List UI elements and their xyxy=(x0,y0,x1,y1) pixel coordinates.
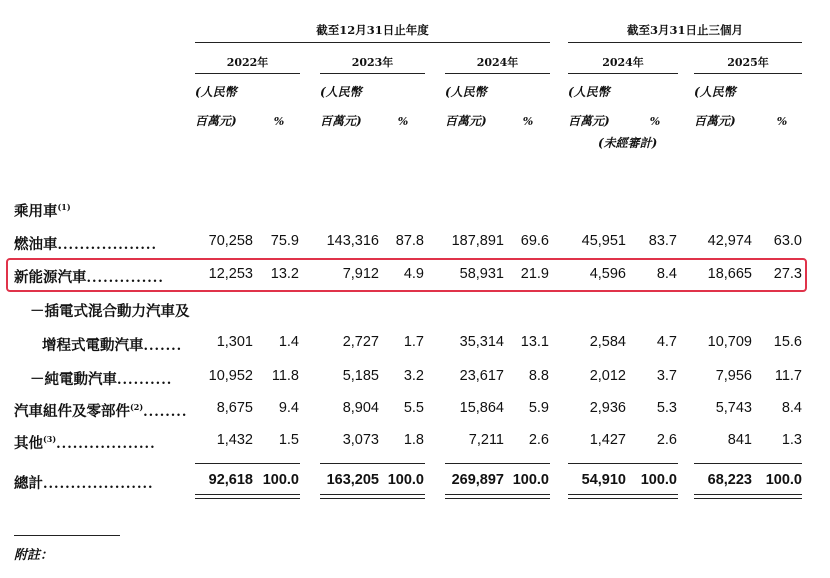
value-2023: 5,185 xyxy=(342,368,379,384)
pct-q2025: 8.4 xyxy=(781,400,802,416)
group-header-quarter: 截至3月31日止三個月 xyxy=(626,23,743,37)
row-label: 其他$^{(3)}$.................. xyxy=(14,434,156,452)
pct-2022: 1.5 xyxy=(278,432,299,448)
group-header-year: 截至12月31日止年度 xyxy=(316,23,429,37)
value-2023: 3,073 xyxy=(342,432,379,448)
year-rule xyxy=(445,73,550,74)
subtotal-rule xyxy=(320,463,425,464)
pct-q2024: 2.6 xyxy=(656,432,677,448)
value-2024: 269,897 xyxy=(451,472,504,488)
total-double-rule xyxy=(568,494,678,495)
pct-2022: 9.4 xyxy=(278,400,299,416)
year-header-q-2024: 2024年 xyxy=(602,56,644,69)
pct-q2025: 15.6 xyxy=(773,334,802,350)
footnote-ref: (1) xyxy=(57,202,71,213)
unit-header: (人民幣 百萬元) xyxy=(195,85,237,128)
unit-header: (人民幣 百萬元) xyxy=(694,85,736,128)
pct-2023: 1.8 xyxy=(403,432,424,448)
highlight-box xyxy=(6,258,807,292)
value-2023: 2,727 xyxy=(342,334,379,350)
pct-2022: 100.0 xyxy=(262,472,299,488)
pct-2024: 69.6 xyxy=(520,233,549,249)
unit-header: (人民幣 百萬元) xyxy=(320,85,362,128)
value-q2025: 841 xyxy=(727,432,752,448)
pct-2022: 1.4 xyxy=(278,334,299,350)
subtotal-rule xyxy=(195,463,300,464)
pct-2024: 8.8 xyxy=(528,368,549,384)
dot-leader: .................. xyxy=(56,437,156,452)
value-q2024: 2,012 xyxy=(589,368,626,384)
value-q2025: 5,743 xyxy=(715,400,752,416)
dot-leader: .......... xyxy=(117,373,173,388)
year-rule xyxy=(694,73,802,74)
pct-header: % xyxy=(522,115,534,128)
value-q2025: 68,223 xyxy=(707,472,752,488)
subtotal-rule xyxy=(445,463,550,464)
value-2022: 1,301 xyxy=(216,334,253,350)
value-q2025: 18,665 xyxy=(707,266,752,282)
pct-q2024: 3.7 xyxy=(656,368,677,384)
row-label: 新能源汽車.............. xyxy=(14,269,164,286)
footnote-rule xyxy=(14,535,120,536)
value-q2025: 42,974 xyxy=(707,233,752,249)
row-label: 總計.................... xyxy=(14,475,154,492)
pct-2024: 21.9 xyxy=(520,266,549,282)
dot-leader: ........ xyxy=(143,405,188,420)
total-double-rule xyxy=(445,494,550,495)
pct-header: % xyxy=(273,115,285,128)
pct-q2025: 100.0 xyxy=(765,472,802,488)
total-double-rule xyxy=(320,494,425,495)
value-2022: 70,258 xyxy=(208,233,253,249)
group-rule-year xyxy=(195,42,550,43)
row-label: 乘用車$^{(1)}$ xyxy=(14,202,71,220)
dot-leader: .................... xyxy=(43,477,154,492)
value-2022: 12,253 xyxy=(208,266,253,282)
value-2024: 187,891 xyxy=(451,233,504,249)
footnote-label: 附註： xyxy=(14,548,54,563)
value-2024: 15,864 xyxy=(459,400,504,416)
row-label: 汽車組件及零部件$^{(2)}$........ xyxy=(14,402,188,420)
pct-q2025: 27.3 xyxy=(773,266,802,282)
pct-q2024: 83.7 xyxy=(648,233,677,249)
pct-q2024: 100.0 xyxy=(640,472,677,488)
pct-2024: 100.0 xyxy=(512,472,549,488)
pct-q2024: 4.7 xyxy=(656,334,677,350)
pct-header: % xyxy=(776,115,788,128)
pct-q2025: 1.3 xyxy=(781,432,802,448)
pct-2022: 11.8 xyxy=(271,368,299,384)
value-2023: 7,912 xyxy=(342,266,379,282)
footnote-ref: (2) xyxy=(130,402,144,413)
dot-leader: .............. xyxy=(86,271,164,286)
pct-2022: 75.9 xyxy=(270,233,299,249)
pct-2023: 1.7 xyxy=(403,334,424,350)
dot-leader: .................. xyxy=(57,238,157,253)
unaudited-note: (未經審計) xyxy=(598,136,658,150)
pct-q2024: 8.4 xyxy=(656,266,677,282)
value-2022: 8,675 xyxy=(216,400,253,416)
total-double-rule xyxy=(195,494,300,495)
year-rule xyxy=(320,73,425,74)
pct-2024: 5.9 xyxy=(528,400,549,416)
total-double-rule xyxy=(320,498,425,499)
value-2023: 8,904 xyxy=(342,400,379,416)
pct-q2024: 5.3 xyxy=(656,400,677,416)
pct-2023: 100.0 xyxy=(387,472,424,488)
unit-header: (人民幣 百萬元) xyxy=(445,85,487,128)
dot-leader: ....... xyxy=(143,339,183,354)
pct-2023: 3.2 xyxy=(403,368,424,384)
value-q2024: 4,596 xyxy=(589,266,626,282)
value-q2024: 54,910 xyxy=(581,472,626,488)
pct-2022: 13.2 xyxy=(270,266,299,282)
value-2024: 58,931 xyxy=(459,266,504,282)
pct-2024: 2.6 xyxy=(528,432,549,448)
value-q2024: 2,936 xyxy=(589,400,626,416)
subtotal-rule xyxy=(694,463,802,464)
value-2022: 92,618 xyxy=(208,472,253,488)
year-header-2024: 2024年 xyxy=(476,56,519,69)
year-rule xyxy=(195,73,300,74)
value-q2024: 1,427 xyxy=(589,432,626,448)
subtotal-rule xyxy=(568,463,678,464)
value-2023: 163,205 xyxy=(326,472,379,488)
total-double-rule xyxy=(195,498,300,499)
group-rule-quarter xyxy=(568,42,802,43)
value-2022: 10,952 xyxy=(208,368,253,384)
value-2024: 23,617 xyxy=(459,368,504,384)
pct-q2025: 63.0 xyxy=(773,233,802,249)
pct-2023: 87.8 xyxy=(395,233,424,249)
year-header-2023: 2023年 xyxy=(351,56,394,69)
year-rule xyxy=(568,73,678,74)
value-2023: 143,316 xyxy=(326,233,379,249)
row-label: －插電式混合動力汽車及 xyxy=(30,303,190,320)
year-header-q-2025: 2025年 xyxy=(727,56,769,69)
total-double-rule xyxy=(445,498,550,499)
unit-header: (人民幣 百萬元) xyxy=(568,85,610,128)
row-label: 燃油車.................. xyxy=(14,236,157,253)
value-q2024: 2,584 xyxy=(589,334,626,350)
row-label: －純電動汽車.......... xyxy=(30,371,173,388)
footnote-ref: (3) xyxy=(43,434,57,445)
pct-q2025: 11.7 xyxy=(774,368,802,384)
pct-header: % xyxy=(397,115,409,128)
pct-header: % xyxy=(649,115,661,128)
value-2024: 7,211 xyxy=(468,432,504,448)
value-q2025: 7,956 xyxy=(715,368,752,384)
value-2022: 1,432 xyxy=(216,432,253,448)
pct-2024: 13.1 xyxy=(520,334,549,350)
value-q2025: 10,709 xyxy=(707,334,752,350)
year-header-2022: 2022年 xyxy=(226,56,269,69)
total-double-rule xyxy=(568,498,678,499)
row-label: 增程式電動汽車....... xyxy=(42,337,183,354)
total-double-rule xyxy=(694,494,802,495)
pct-2023: 5.5 xyxy=(403,400,424,416)
total-double-rule xyxy=(694,498,802,499)
value-q2024: 45,951 xyxy=(581,233,626,249)
value-2024: 35,314 xyxy=(459,334,504,350)
pct-2023: 4.9 xyxy=(403,266,424,282)
